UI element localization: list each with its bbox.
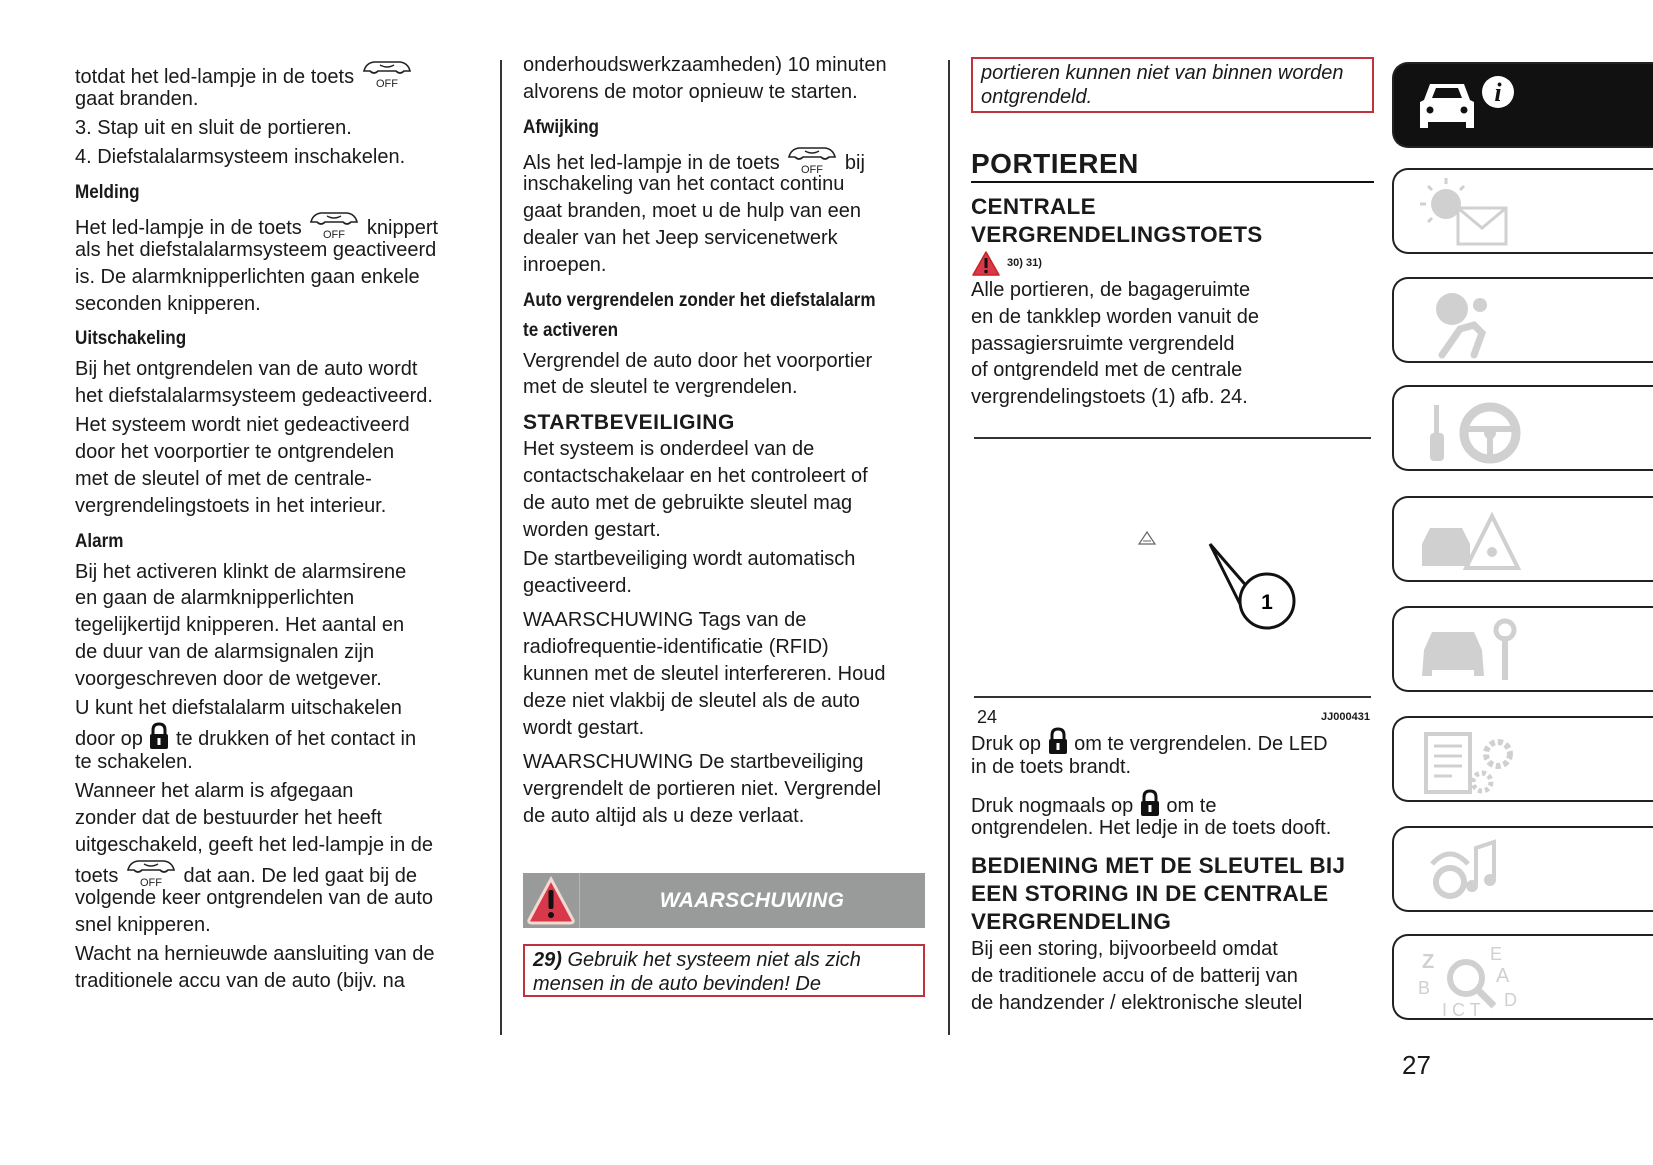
airbag-seat-icon: [1412, 285, 1532, 361]
text: 3. Stap uit en sluit de portieren.: [75, 117, 352, 140]
text: ontgrendelen. Het ledje in de toets dooft.: [971, 817, 1332, 840]
svg-text:A: A: [1496, 965, 1510, 987]
text: de auto met de gebruikte sleutel mag: [523, 491, 853, 514]
paragraph: [971, 936, 1381, 1016]
text: met de sleutel te vergrendelen.: [523, 376, 798, 399]
text: en gaan de alarmknipperlichten: [75, 587, 355, 610]
text-line: [75, 639, 480, 666]
heading: VERGRENDELINGSTOETS: [971, 222, 1263, 247]
index-alphabet-icon: [1412, 942, 1532, 1018]
text-line: [523, 634, 928, 661]
text-line: [75, 612, 480, 639]
warning-header: [523, 873, 925, 928]
paragraph: [523, 607, 928, 741]
text: het diefstalalarmsysteem gedeactiveerd.: [75, 385, 433, 408]
text-line: [523, 715, 928, 742]
text: zonder dat de bestuurder het heeft: [75, 806, 382, 829]
text-line: [75, 291, 480, 318]
text: gaat branden, moet u de hulp van een: [523, 200, 862, 223]
text: vergrendelingstoets in het interieur.: [75, 494, 387, 517]
text-line: [75, 858, 480, 889]
heading: Afwijking: [523, 116, 600, 138]
chapter-tab[interactable]: [1392, 62, 1653, 148]
text-line: [523, 252, 928, 279]
warning-triangle-icon: [523, 873, 580, 928]
chapter-tab[interactable]: [1392, 606, 1653, 692]
svg-text:D: D: [1504, 990, 1517, 1010]
text-line: [523, 573, 928, 600]
text: vergrendelingstoets (1) afb. 24.: [971, 386, 1248, 409]
heading: STARTBEVEILIGING: [523, 411, 735, 435]
svg-text:OFF: OFF: [801, 163, 824, 175]
text-line: [971, 384, 1374, 411]
text-line: [523, 749, 928, 776]
text-line: [971, 963, 1381, 990]
paragraph: [971, 277, 1374, 411]
text: met de sleutel of met de centrale-: [75, 468, 372, 491]
text: de traditionele accu of de batterij van: [971, 964, 1298, 987]
text: Wanneer het alarm is afgegaan: [75, 780, 354, 803]
paragraph: [75, 559, 480, 693]
text: door op: [75, 728, 149, 751]
text-line: [971, 990, 1381, 1017]
text: is. De alarmknipperlichten gaan enkele: [75, 265, 420, 288]
paragraph: [971, 789, 1381, 843]
text-line: [981, 61, 1364, 85]
heading: Auto vergrendelen zonder het diefstalalarm: [523, 289, 876, 311]
paragraph: [75, 144, 480, 171]
text-line: [523, 776, 928, 803]
paragraph: [523, 348, 928, 402]
svg-text:OFF: OFF: [323, 229, 346, 241]
paragraph: [523, 145, 928, 279]
text: of ontgrendeld met de centrale: [971, 359, 1243, 382]
text-line: [971, 727, 1381, 754]
text-line: [75, 144, 480, 171]
text-line: [971, 789, 1381, 816]
text: Druk nogmaals op: [971, 794, 1139, 817]
chapter-tab[interactable]: [1392, 277, 1653, 363]
text: Bij een storing, bijvoorbeeld omdat: [971, 938, 1278, 961]
paragraph: [971, 727, 1381, 781]
text-line: [971, 357, 1374, 384]
svg-text:E: E: [1490, 944, 1503, 964]
section-title: PORTIEREN: [971, 147, 1374, 183]
heading: te activeren: [523, 319, 619, 341]
text-line: [75, 466, 480, 493]
text-line: [75, 968, 480, 995]
text-line: [75, 912, 480, 939]
paragraph: [75, 941, 480, 995]
warning-note: [523, 944, 925, 997]
text: Bij het activeren klinkt de alarmsirene: [75, 560, 407, 583]
text-line: [971, 754, 1381, 781]
text: Bij het ontgrendelen van de auto wordt: [75, 358, 418, 381]
lights-message-icon: [1412, 176, 1532, 252]
text: snel knipperen.: [75, 914, 211, 937]
text: dat aan. De led gaat bij de: [177, 865, 417, 888]
figure-code: JJ000431: [1321, 711, 1370, 723]
text: 4. Diefstalalarmsysteem inschakelen.: [75, 146, 406, 169]
text: Het systeem wordt niet gedeactiveerd: [75, 414, 410, 437]
paragraph: [523, 436, 928, 543]
text-line: [523, 607, 928, 634]
warning-title: WAARSCHUWING: [659, 889, 845, 912]
svg-text:i: i: [1494, 78, 1502, 107]
heading: VERGRENDELING: [971, 909, 1172, 935]
emergency-car-warning-icon: [1412, 504, 1532, 580]
figure-central-locking-button: [974, 437, 1371, 698]
text: de auto altijd als u deze verlaat.: [523, 805, 805, 828]
column-divider: [948, 60, 950, 1035]
multimedia-icon: [1412, 834, 1532, 910]
svg-text:Z: Z: [1422, 951, 1435, 973]
text: worden gestart.: [523, 518, 661, 541]
text-line: [75, 412, 480, 439]
text-line: [75, 805, 480, 832]
column-3-top: [971, 57, 1374, 413]
paragraph: [75, 695, 480, 775]
column-divider: [500, 60, 502, 1035]
paragraph: [523, 546, 928, 600]
text-line: [971, 936, 1381, 963]
heading: BEDIENING MET DE SLEUTEL BIJ: [971, 853, 1346, 879]
chapter-tab[interactable]: [1392, 934, 1653, 1020]
callout-number: 1: [1261, 591, 1273, 614]
text-line: [75, 941, 480, 968]
text: voorgeschreven door de wetgever.: [75, 667, 382, 690]
text-line: [75, 666, 480, 693]
text-line: [523, 546, 928, 573]
text: te drukken of het contact in: [170, 728, 417, 751]
figure-drawing: [974, 439, 1371, 696]
text-line: [75, 885, 480, 912]
text: passagiersruimte vergrendeld: [971, 332, 1235, 355]
text: Druk op: [971, 733, 1047, 756]
chapter-tab[interactable]: [1392, 168, 1653, 254]
warning-references: [971, 249, 1374, 277]
text: deze niet vlakbij de sleutel als de auto: [523, 689, 860, 712]
text-line: [75, 439, 480, 466]
text: volgende keer ontgrendelen van de auto: [75, 887, 434, 910]
text-line: [523, 348, 928, 375]
text: WAARSCHUWING Tags van de: [523, 609, 807, 632]
paragraph: [523, 52, 928, 106]
text: kunnen met de sleutel interfereren. Houd: [523, 663, 886, 686]
text: inschakeling van het contact continu: [523, 173, 845, 196]
text: de handzender / elektronische sleutel: [971, 991, 1303, 1014]
paragraph: [75, 210, 480, 317]
warning-note-box: [971, 57, 1374, 113]
text-line: [75, 722, 480, 749]
text: ontgrendeld.: [981, 86, 1093, 108]
text-line: [523, 661, 928, 688]
note-number: 29): [533, 949, 562, 971]
paragraph: [75, 115, 480, 142]
paragraph: [75, 778, 480, 939]
text-line: [971, 815, 1381, 842]
text-line: [523, 225, 928, 252]
text: als het diefstalalarmsysteem geactiveerd: [75, 238, 437, 261]
text-line: [75, 115, 480, 142]
chapter-tab[interactable]: [1392, 716, 1653, 802]
text: onderhoudswerkzaamheden) 10 minuten: [523, 54, 887, 76]
text-line: [75, 86, 480, 113]
text-line: [523, 463, 928, 490]
text-line: [523, 198, 928, 225]
text-line: [75, 264, 480, 291]
note-text: mensen in de auto bevinden! De: [533, 973, 821, 995]
chapter-tab[interactable]: [1392, 826, 1653, 912]
heading: CENTRALE: [971, 194, 1096, 219]
text: gaat branden.: [75, 87, 199, 110]
text-line: [75, 832, 480, 859]
text: om te vergrendelen. De LED: [1068, 733, 1328, 756]
text-line: [75, 237, 480, 264]
text: uitgeschakeld, geeft het led-lampje in de: [75, 833, 434, 856]
text: vergrendelt de portieren niet. Vergrendel: [523, 778, 882, 801]
text-line: [75, 585, 480, 612]
text-line: [971, 331, 1374, 358]
text-line: [523, 517, 928, 544]
paragraph: [75, 412, 480, 519]
heading: Uitschakeling: [75, 328, 187, 350]
text: U kunt het diefstalalarm uitschakelen: [75, 697, 402, 720]
text: Het systeem is onderdeel van de: [523, 438, 815, 461]
text: bij: [839, 151, 865, 174]
text: Alle portieren, de bagageruimte: [971, 279, 1251, 301]
text-line: [523, 490, 928, 517]
paragraph: [523, 749, 928, 829]
column-1: [75, 59, 480, 997]
text: totdat het led-lampje in de toets: [75, 66, 360, 89]
warning-triangle-icon: [971, 250, 1001, 277]
text-line: [75, 383, 480, 410]
text-line: [523, 374, 928, 401]
text-line: [523, 52, 928, 79]
text: te schakelen.: [75, 750, 193, 773]
reference-numbers: 30) 31): [1007, 257, 1042, 269]
text: dealer van het Jeep servicenetwerk: [523, 226, 838, 249]
specs-settings-icon: [1412, 724, 1532, 800]
alarm-off-button-icon: [360, 59, 414, 97]
chapter-tab[interactable]: [1392, 496, 1653, 582]
text: Vergrendel de auto door het voorportier: [523, 349, 873, 372]
text-line: [523, 688, 928, 715]
text: inroepen.: [523, 253, 607, 276]
svg-text:OFF: OFF: [139, 877, 162, 889]
text-line: [75, 356, 480, 383]
text-line: [523, 145, 928, 175]
text: en de tankklep worden vanuit de: [971, 305, 1259, 328]
text-line: [971, 277, 1374, 304]
text: door het voorportier te ontgrendelen: [75, 441, 395, 464]
svg-text:B: B: [1418, 978, 1431, 998]
heading: EEN STORING IN DE CENTRALE: [971, 881, 1329, 907]
text: toets: [75, 865, 124, 888]
figure-caption: [975, 707, 1370, 729]
text-line: [971, 304, 1374, 331]
text-line: [75, 695, 480, 722]
text: Het led-lampje in de toets: [75, 217, 308, 240]
text: tegelijkertijd knipperen. Het aantal en: [75, 614, 405, 637]
text-line: [75, 749, 480, 776]
key-steering-wheel-icon: [1412, 393, 1532, 469]
column-2: [523, 52, 928, 832]
text: De startbeveiliging wordt automatisch: [523, 547, 856, 570]
text: radiofrequentie-identificatie (RFID): [523, 636, 829, 659]
text: WAARSCHUWING De startbeveiliging: [523, 751, 864, 774]
text-line: [523, 79, 928, 106]
text-line: [75, 493, 480, 520]
text: seconden knipperen.: [75, 292, 261, 315]
text: wordt gestart.: [523, 716, 645, 739]
column-3-bottom: [971, 727, 1381, 1019]
paragraph: [75, 356, 480, 410]
car-info-icon: [1412, 70, 1532, 146]
text: in de toets brandt.: [971, 755, 1132, 778]
text-line: [75, 559, 480, 586]
text-line: [75, 778, 480, 805]
chapter-tab[interactable]: [1392, 385, 1653, 471]
svg-text:OFF: OFF: [375, 78, 398, 89]
text-line: [75, 210, 480, 241]
text: contactschakelaar en het controleert of: [523, 464, 868, 487]
text: traditionele accu van de auto (bijv. na: [75, 970, 405, 993]
text: alvorens de motor opnieuw te starten.: [523, 80, 858, 103]
svg-text:I C T: I C T: [1442, 1000, 1481, 1018]
heading: Melding: [75, 182, 140, 204]
text: Wacht na hernieuwde aansluiting van de: [75, 943, 435, 966]
text: geactiveerd.: [523, 574, 632, 597]
text: knippert: [361, 217, 439, 240]
text-line: [523, 436, 928, 463]
text-line: [75, 59, 480, 89]
page-number: 27: [1402, 1050, 1431, 1080]
heading: Alarm: [75, 530, 124, 552]
text-line: [523, 171, 928, 198]
car-maintenance-wrench-icon: [1412, 614, 1532, 690]
paragraph: [75, 59, 480, 113]
text: de duur van de alarmsignalen zijn: [75, 641, 375, 664]
figure-number: 24: [977, 707, 998, 727]
text: portieren kunnen niet van binnen worden: [981, 62, 1344, 84]
text: om te: [1160, 794, 1217, 817]
text-line: [523, 803, 928, 830]
text: Als het led-lampje in de toets: [523, 151, 786, 174]
note-text: Gebruik het systeem niet als zich: [567, 949, 861, 971]
text-line: [981, 85, 1364, 109]
